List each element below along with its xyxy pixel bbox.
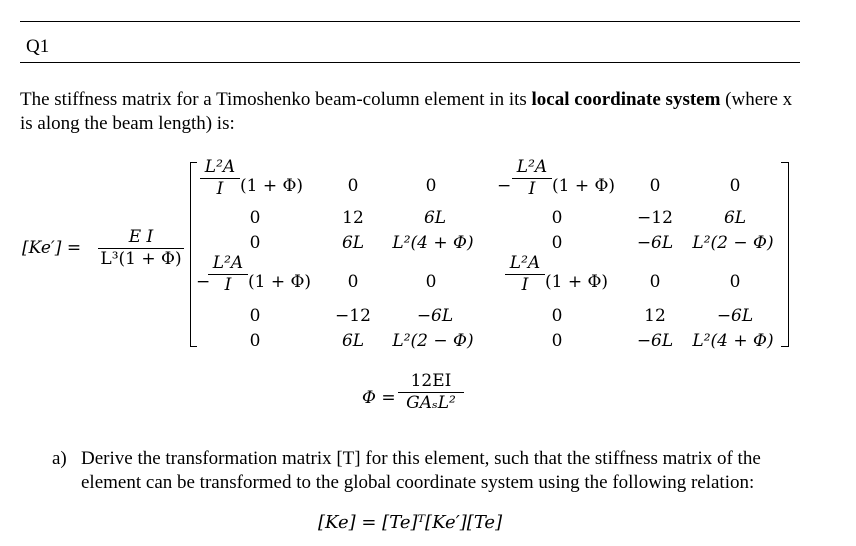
r1c1-num: L²A [204, 157, 236, 177]
r3c3: L²(4 + Φ) [392, 233, 474, 253]
intro-paragraph [20, 88, 800, 136]
r2c1: 0 [249, 208, 261, 228]
prefactor-fraction [98, 228, 184, 269]
r6c6: L²(4 + Φ) [692, 331, 774, 351]
r3c4: 0 [551, 233, 563, 253]
r6c2: 6L [341, 331, 365, 351]
r1c4-minus: − [497, 176, 512, 196]
matrix-right-top-serif [781, 162, 788, 163]
r5c5: 12 [644, 306, 666, 326]
question-rule [20, 62, 800, 63]
r5c1: 0 [249, 306, 261, 326]
matrix-left-top-serif [190, 162, 197, 163]
r1c3: 0 [425, 176, 437, 196]
r1c4-num: L²A [516, 157, 548, 177]
r2c5: −12 [637, 208, 673, 228]
phi-lhs: Φ = [362, 388, 396, 408]
part-a-text: Derive the transformation matrix [T] for this element, such that the stiffness matrix of the element can be transformed to the global coordinate system using the following relation: [81, 448, 761, 493]
r2c3: 6L [423, 208, 447, 228]
r4c1-factor: (1 + Φ) [248, 272, 312, 292]
r6c1: 0 [249, 331, 261, 351]
r1c4-fraction [512, 158, 552, 199]
matrix-left-bottom-serif [190, 346, 197, 347]
r1c6: 0 [729, 176, 741, 196]
prefactor-denominator: L³(1 + Φ) [100, 249, 182, 269]
r3c2: 6L [341, 233, 365, 253]
r4c3: 0 [425, 272, 437, 292]
phi-fraction [398, 372, 464, 413]
r4c5: 0 [649, 272, 661, 292]
r2c6: 6L [723, 208, 747, 228]
r5c3: −6L [416, 306, 454, 326]
r4c4-den: I [521, 275, 529, 295]
r3c6: L²(2 − Φ) [692, 233, 774, 253]
r1c2: 0 [347, 176, 359, 196]
r1c5: 0 [649, 176, 661, 196]
r4c1-den: I [224, 275, 232, 295]
r5c2: −12 [335, 306, 371, 326]
part-a [52, 447, 812, 495]
question-label: Q1 [26, 36, 50, 57]
intro-text-bold: local coordinate system [531, 89, 721, 110]
r4c4-factor: (1 + Φ) [545, 272, 609, 292]
top-rule [20, 21, 800, 22]
intro-text-after: (where x is along the beam length) is: [20, 89, 793, 134]
phi-denominator: GAₛL² [406, 393, 456, 413]
transformation-relation: [Ke] = [Te]ᵀ[Ke′][Te] [318, 512, 503, 533]
r5c4: 0 [551, 306, 563, 326]
r1c4-factor: (1 + Φ) [552, 176, 616, 196]
matrix-left-bracket [190, 162, 191, 347]
phi-numerator: 12EI [410, 371, 452, 391]
r4c1-minus: − [196, 272, 211, 292]
r3c5: −6L [636, 233, 674, 253]
r4c6: 0 [729, 272, 741, 292]
r6c5: −6L [636, 331, 674, 351]
matrix-right-bracket [788, 162, 789, 347]
prefactor-numerator: E I [128, 227, 154, 247]
matrix-lhs: [Ke′] = [22, 238, 82, 258]
r4c4-num: L²A [509, 253, 541, 273]
r6c3: L²(2 − Φ) [392, 331, 474, 351]
r1c1-fraction [200, 158, 240, 199]
r2c4: 0 [551, 208, 563, 228]
r2c2: 12 [342, 208, 364, 228]
r4c1-num: L²A [212, 253, 244, 273]
r5c6: −6L [716, 306, 754, 326]
r6c4: 0 [551, 331, 563, 351]
intro-text-before: The stiffness matrix for a Timoshenko beam-column element in its [20, 89, 532, 110]
r1c1-factor: (1 + Φ) [240, 176, 304, 196]
part-a-label: a) [52, 448, 67, 469]
r1c1-den: I [216, 179, 224, 199]
r3c1: 0 [249, 233, 261, 253]
r1c4-den: I [528, 179, 536, 199]
r4c4-fraction [505, 254, 545, 295]
r4c2: 0 [347, 272, 359, 292]
r4c1-fraction [208, 254, 248, 295]
